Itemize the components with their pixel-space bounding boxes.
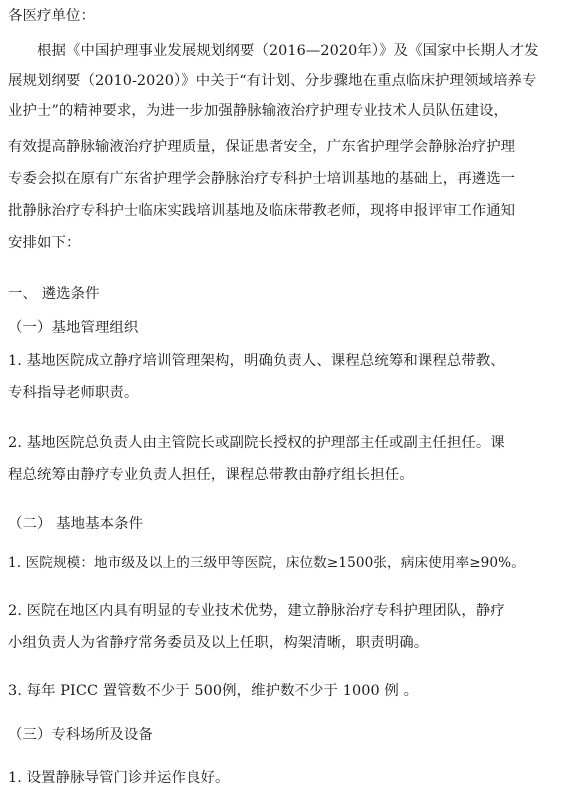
subsection-heading-facilities: （三）专科场所及设备 — [8, 727, 153, 743]
intro-line-7: 安排如下： — [8, 235, 81, 251]
section-heading-selection-criteria: 一、 遴选条件 — [8, 286, 100, 302]
basic-condition-item-2-line-1: 2. 医院在地区内具有明显的专业技术优势，建立静脉治疗专科护理团队，静疗 — [8, 603, 505, 619]
management-item-2-line-2: 程总统筹由静疗专业负责人担任，课程总带教由静疗组长担任。 — [8, 467, 414, 483]
intro-line-5: 专委会拟在原有广东省护理学会静脉治疗专科护士培训基地的基础上，再遴选一 — [8, 171, 516, 187]
basic-condition-item-3: 3. 每年 PICC 置管数不少于 500例，维护数不少于 1000 例 。 — [8, 683, 419, 699]
subsection-heading-basic-conditions: （二） 基地基本条件 — [8, 516, 144, 532]
intro-line-1: 根据《中国护理事业发展规划纲要（2016—2020年）》及《国家中长期人才发 — [37, 43, 539, 59]
management-item-1-line-1: 1. 基地医院成立静疗培训管理架构，明确负责人、课程总统筹和课程总带教、 — [8, 353, 505, 369]
basic-condition-item-1: 1. 医院规模：地市级及以上的三级甲等医院，床位数≥1500张，病床使用率≥90%。 — [8, 555, 525, 571]
intro-line-4: 有效提高静脉输液治疗护理质量，保证患者安全，广东省护理学会静脉治疗护理 — [8, 139, 516, 155]
subsection-heading-management: （一）基地管理组织 — [8, 320, 139, 336]
facilities-item-1: 1. 设置静脉导管门诊并运作良好。 — [8, 770, 230, 786]
basic-condition-item-2-line-2: 小组负责人为省静疗常务委员及以上任职，构架清晰，职责明确。 — [8, 635, 429, 651]
intro-line-3: 业护士”的精神要求，为进一步加强静脉输液治疗护理专业技术人员队伍建设， — [8, 103, 509, 119]
management-item-2-line-1: 2. 基地医院总负责人由主管院长或副院长授权的护理部主任或副主任担任。课 — [8, 435, 505, 451]
intro-line-6: 批静脉治疗专科护士临床实践培训基地及临床带教老师，现将申报评审工作通知 — [8, 203, 516, 219]
management-item-1-line-2: 专科指导老师职责。 — [8, 385, 139, 401]
salutation: 各医疗单位： — [8, 8, 95, 24]
intro-line-2: 展规划纲要（2010-2020）》中关于“有计划、分步骤地在重点临床护理领域培养专 — [8, 73, 537, 89]
